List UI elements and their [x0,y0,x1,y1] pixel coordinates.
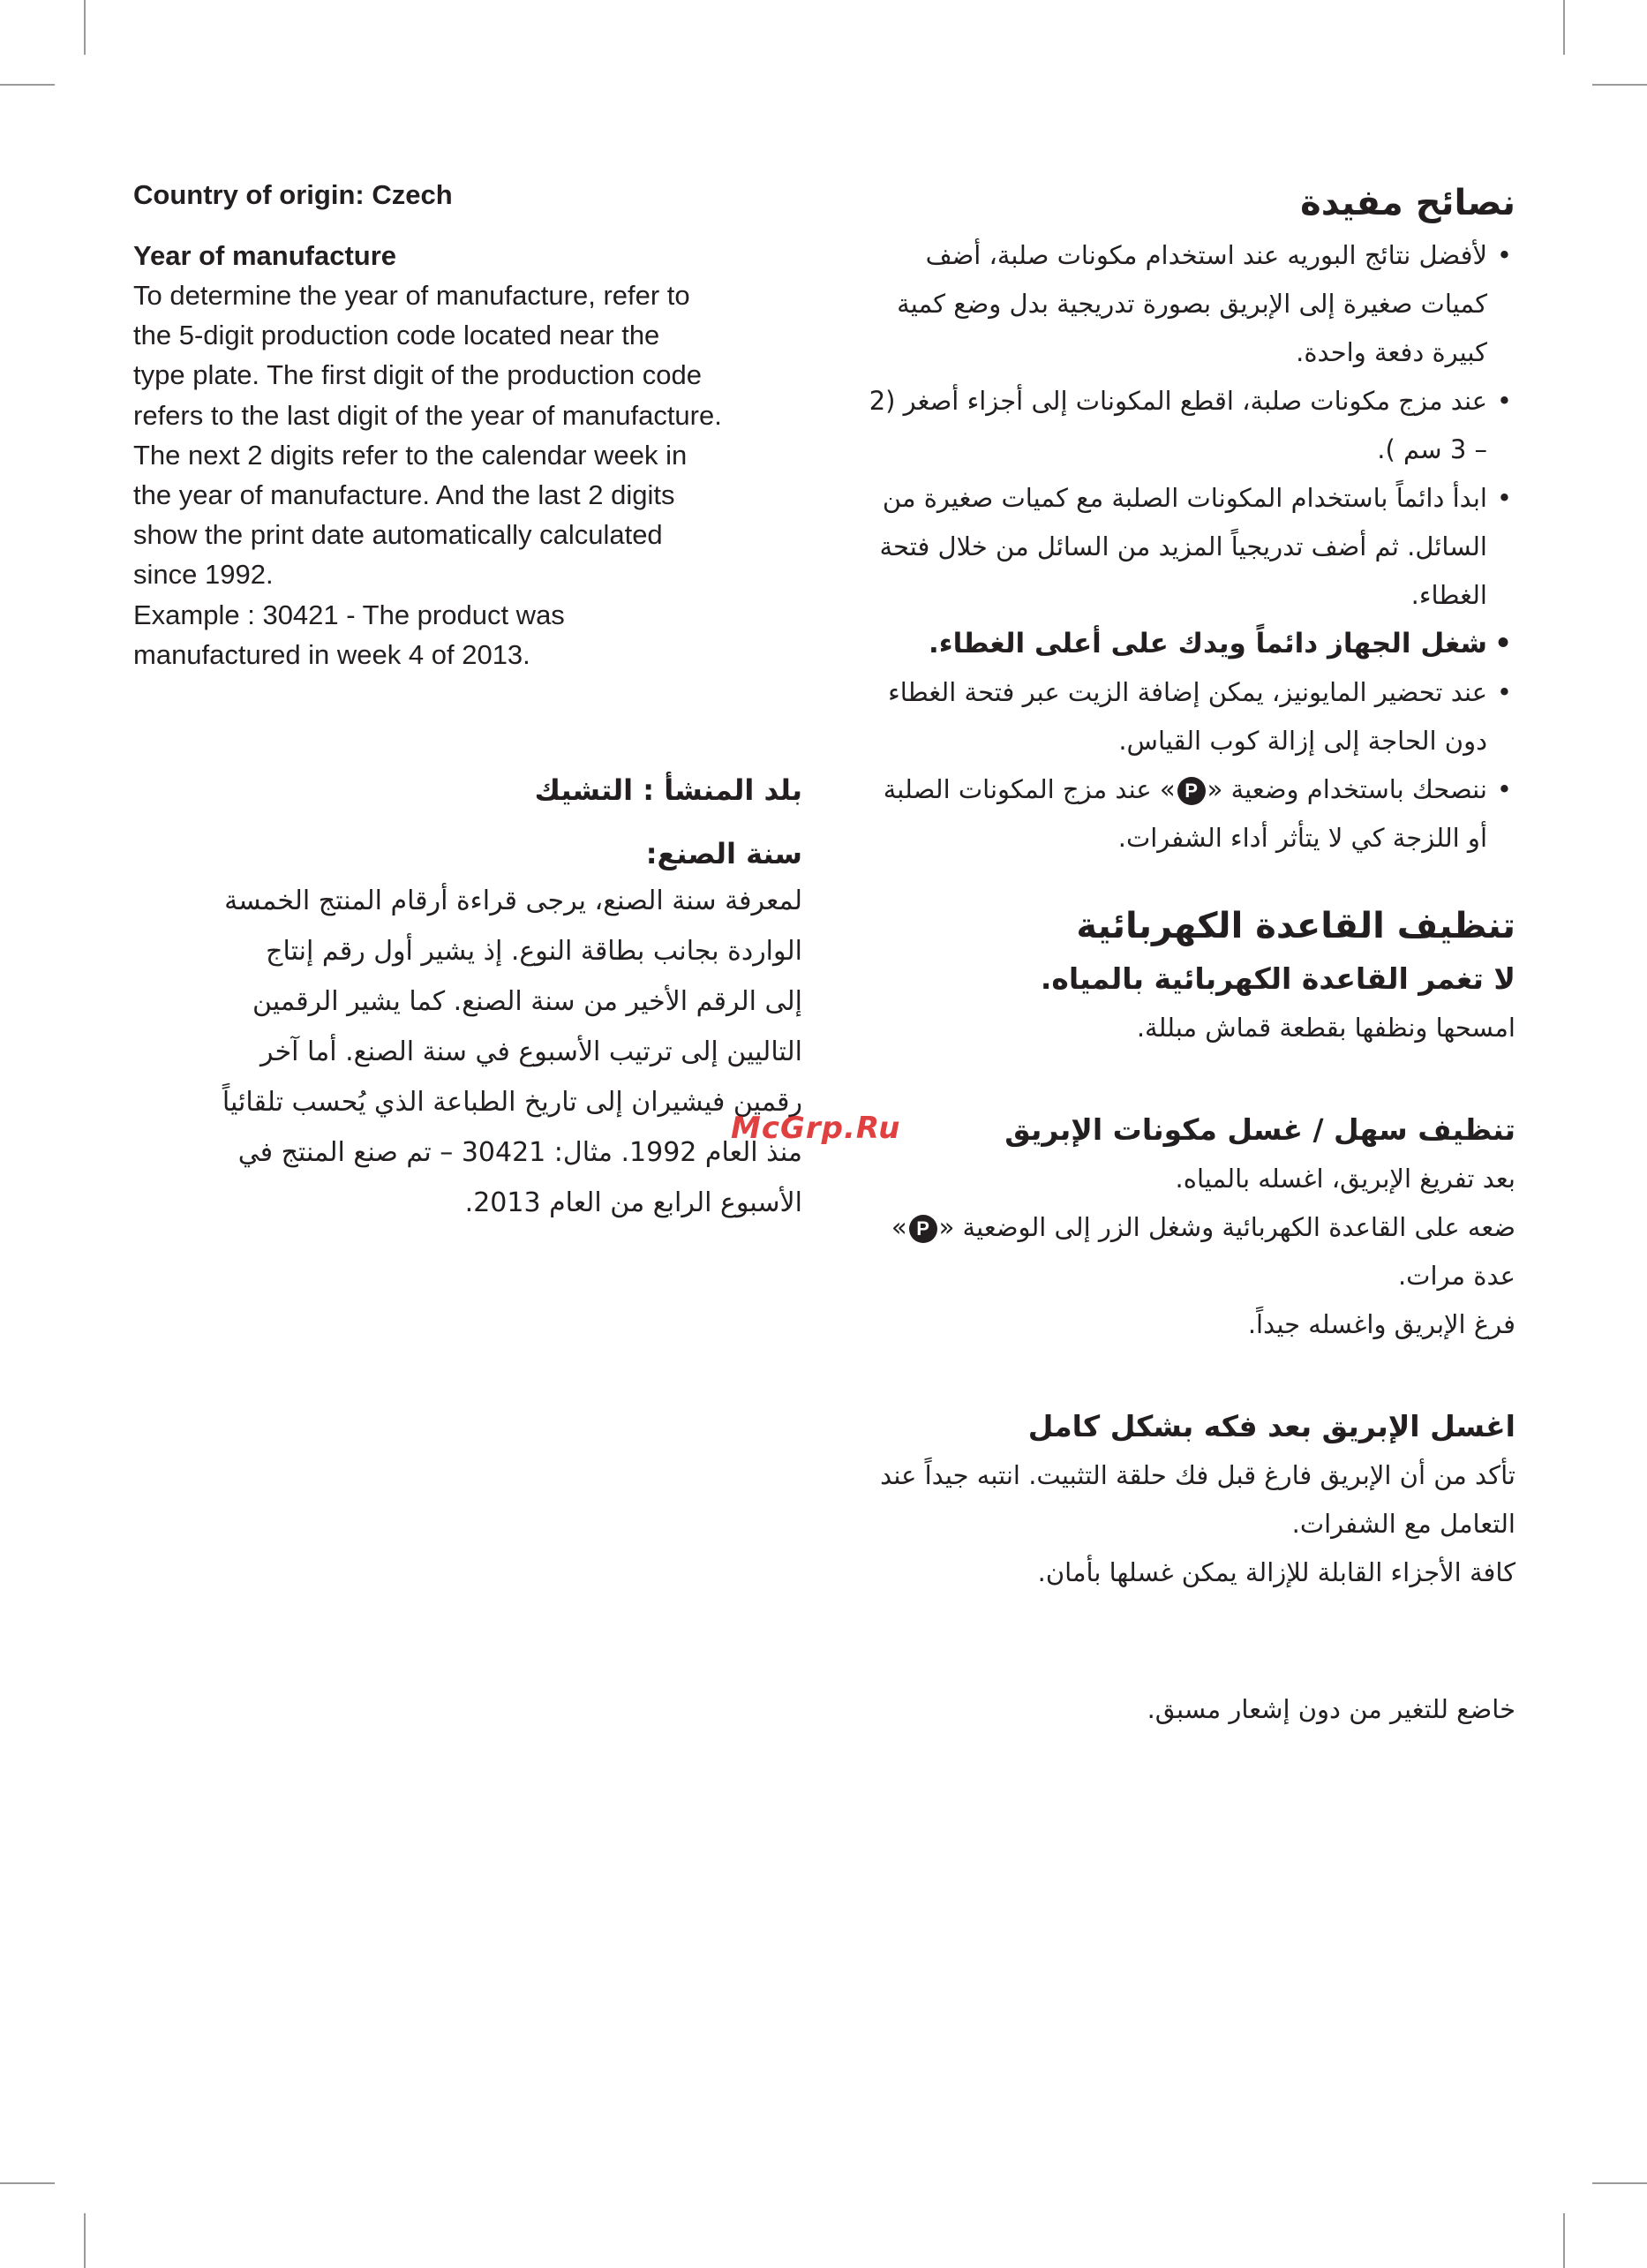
bullet-icon: • [1494,628,1512,659]
example-line: Example : 30421 - The product was [133,599,565,630]
arabic-year-line: الواردة بجانب بطاقة النوع. إذ يشير أول رقم إنتاج [266,936,802,967]
tip-item: • لأفضل نتائج البوريه عند استخدام مكونات صلبة، أضف كميات صغيرة إلى الإبريق بصورة تدريجية بدل وضع كمية كبيرة دفعة واحدة. [861,231,1515,377]
full-wash-title: اغسل الإبريق بعد فكه بشكل كامل [1027,1409,1515,1443]
tip-item: • عند مزج مكونات صلبة، اقطع المكونات إلى أجزاء أصغر (2 – 3 سم ). [861,377,1515,474]
year-of-manufacture-heading: Year of manufacture [133,240,397,271]
year-text-line: type plate. The first digit of the production code [133,359,702,391]
bullet-icon: • [1496,774,1512,804]
arabic-year-line: إلى الرقم الأخير من سنة الصنع. كما يشير الرقمين [252,986,802,1017]
country-of-origin-heading: Country of origin: Czech [133,179,453,210]
full-wash-line: كافة الأجزاء القابلة للإزالة يمكن غسلها بأمان. [1037,1557,1515,1587]
arabic-origin-section [133,768,802,1228]
crop-mark [0,84,55,86]
base-cleaning-text: امسحها ونظفها بقطعة قماش مبللة. [1136,1013,1515,1043]
tip-item: • عند تحضير المايونيز، يمكن إضافة الزيت عبر فتحة الغطاء دون الحاجة إلى إزالة كوب القياس. [861,668,1515,765]
easy-cleaning-line: فرغ الإبريق واغسله جيداً. [1247,1309,1515,1339]
easy-cleaning-title: تنظيف سهل / غسل مكونات الإبريق [1004,1112,1515,1147]
easy-cleaning-line: بعد تفريغ الإبريق، اغسله بالمياه. [1175,1164,1515,1194]
base-cleaning-title: تنظيف القاعدة الكهربائية [1076,906,1515,946]
english-section [133,175,804,674]
arabic-year-line: الأسبوع الرابع من العام 2013. [464,1187,802,1218]
full-wash-line: تأكد من أن الإبريق فارغ قبل فك حلقة التثبيت. انتبه جيداً عند التعامل مع الشفرات. [880,1460,1515,1539]
pulse-icon: P [909,1215,937,1243]
arabic-year-heading: سنة الصنع: [645,837,802,870]
arabic-year-line: التاليين إلى ترتيب الأسبوع في سنة الصنع. أما آخر [260,1036,802,1067]
bullet-icon: • [1496,240,1512,270]
year-text-line: the 5-digit production code located near the [133,320,660,351]
bullet-icon: • [1496,677,1512,707]
crop-mark [1563,0,1565,55]
tip-item: • ابدأ دائماً باستخدام المكونات الصلبة مع كميات صغيرة من السائل. ثم أضف تدريجياً المزيد من السائل من خلال فتحة الغطاء. [861,474,1515,620]
crop-mark [1592,84,1647,86]
arabic-instructions-column [861,175,1515,1734]
change-notice: خاضع للتغير من دون إشعار مسبق. [1147,1694,1515,1724]
year-text-line: since 1992. [133,559,274,591]
crop-mark [84,2213,86,2268]
example-line: manufactured in week 4 of 2013. [133,638,530,670]
bullet-icon: • [1496,386,1512,416]
arabic-year-line: لمعرفة سنة الصنع، يرجى قراءة أرقام المنتج الخمسة [224,885,802,916]
pulse-icon: P [1177,777,1206,805]
year-text-line: refers to the last digit of the year of manufacture. [133,399,722,431]
crop-mark [0,2182,55,2184]
tips-list [861,231,1515,863]
tip-item: • ننصحك باستخدام وضعية «P» عند مزج المكونات الصلبة أو اللزجة كي لا يتأثر أداء الشفرات. [861,765,1515,863]
watermark-text: McGrp.Ru [731,1111,901,1146]
arabic-year-line: منذ العام 1992. مثال: 30421 – تم صنع المنتج في [237,1137,802,1168]
crop-mark [84,0,86,55]
crop-mark [1563,2213,1565,2268]
bullet-icon: • [1496,483,1512,513]
year-text-line: The next 2 digits refer to the calendar week in [133,439,688,471]
arabic-country-heading: بلد المنشأ : التشيك [534,773,802,807]
year-text-line: To determine the year of manufacture, refer to [133,280,690,311]
tip-item-bold: • شغل الجهاز دائماً ويدك على أعلى الغطاء. [861,620,1515,668]
base-cleaning-warning: لا تغمر القاعدة الكهربائية بالمياه. [1040,961,1515,996]
tips-title: نصائح مفيدة [1300,183,1515,223]
arabic-year-line: رقمين فيشيران إلى تاريخ الطباعة الذي يُحسب تلقائياً [222,1087,802,1118]
easy-cleaning-line: ضعه على القاعدة الكهربائية وشغل الزر إلى الوضعية «P» عدة مرات. [891,1212,1515,1291]
year-text-line: the year of manufacture. And the last 2 digits [133,479,675,511]
year-text-line: show the print date automatically calculated [133,519,663,551]
crop-mark [1592,2182,1647,2184]
